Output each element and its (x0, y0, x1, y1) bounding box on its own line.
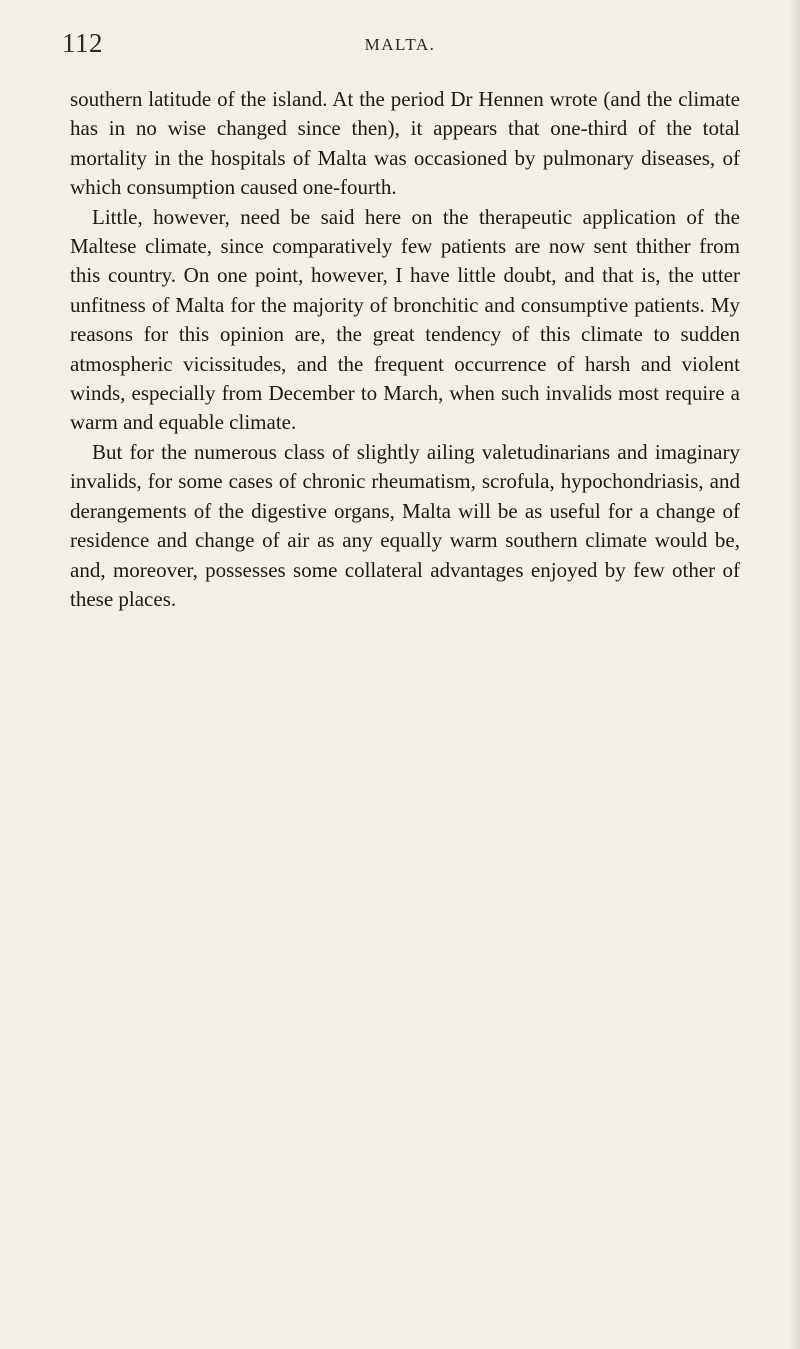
paragraph-3: But for the numerous class of slightly ailing valetudinarians and imaginary invalids, for some cases of chronic rheumatism, scrofula, hypochondriasis, and derangements of the digestive organs, Malta will be as useful for a change of residence and change of air as any equally warm southern climate would be, and, moreover, possesses some collateral advantages enjoyed by few other of these places. (70, 439, 740, 611)
page-number: 112 (62, 28, 103, 58)
paragraph-2: Little, however, need be said here on the therapeutic application of the Maltese climate, since comparatively few patients are now sent thither from this country. On one point, however, I have little doubt, and that is, the utter unfitness of Malta for the majority of bronchitic and consumptive patients. My reasons for this opinion are, the great tendency of this climate to sudden atmospheric vicissitudes, and the frequent occurrence of harsh and violent winds, especially from December to March, when such invalids most require a warm and equable climate. (70, 204, 740, 435)
running-head-title: MALTA. (364, 35, 436, 54)
paragraph-1: southern latitude of the island. At the period Dr Hennen wrote (and the climate has in no wise changed since then), it appears that one-third of the total mortality in the hospitals of Malta was occasioned by pulmonary diseases, of which consumption caused one-fourth. (70, 87, 740, 200)
page-edge-shadow (790, 0, 800, 1349)
body-text (70, 85, 740, 614)
